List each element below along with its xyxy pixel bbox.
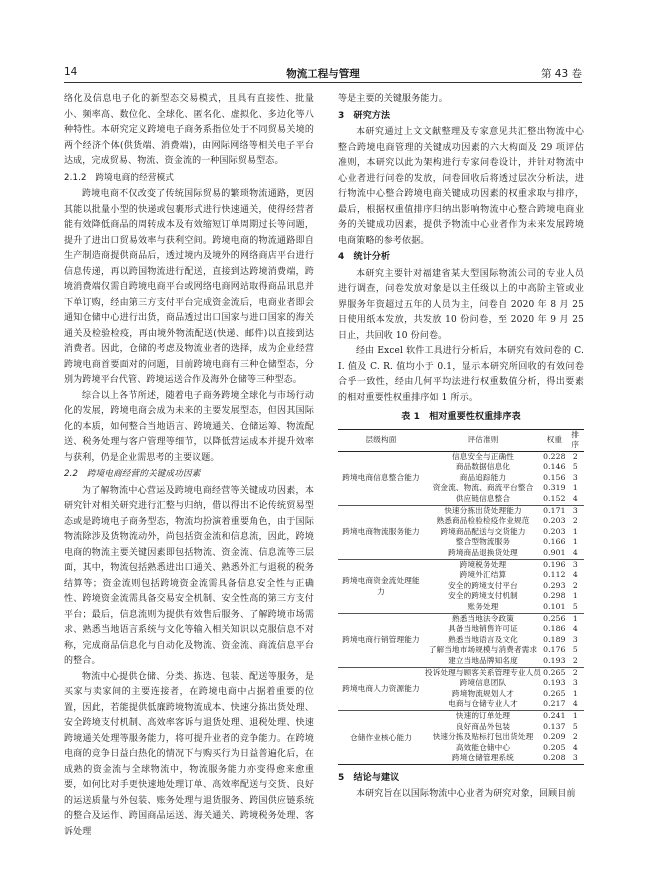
paragraph: 本研究旨在以国际物流中心业者为研究对象，回顾目前 (356, 789, 576, 800)
paragraph: 本研究通过上文文献整理及专家意见共汇整出物流中心整合跨境电商管理的关键成功因素的六大构面及 29 项评估准则，本研究以此为架构进行专家问卷设计，并针对物流中心业者进行问卷的发放，问卷回收后将透过层次分析法，进行物流中心整合跨境电商关键成功因素的权重求取与排序，最后，根据权重值排序归纳出影响物流中心整合跨境电商业务的关键成功因素，提供予物流中心业者作为未来发展跨境电商策略的参考依据。 (338, 127, 584, 246)
left-column (64, 92, 314, 840)
section-heading-5: 5 结论与建议 (338, 772, 400, 783)
weight-cell: 0.193 (542, 656, 567, 667)
column-header: 层级构面 (338, 429, 424, 451)
rank-cell: 4 (567, 494, 584, 505)
weight-cell: 0.209 (543, 732, 566, 742)
rank-cell: 1 (572, 710, 578, 720)
weight-cell: 0.176 (543, 645, 566, 655)
paragraph: 综合以上各节所述，随着电子商务跨境全球化与市场行动化的发展，跨境电商会成为未来的主要发展型态，但因其国际化的本质，如何整合当地语言、跨境通关、仓储运筹、物流配送、税务处理与客户管理等细节，以降低营运成本并提升效率与获利，仍是企业需思考的主要议题。 (64, 390, 314, 463)
rank-cell: 3 (572, 634, 578, 644)
criterion-cell: 商品数据信息化 (455, 462, 511, 472)
rank-cell: 3 (572, 678, 578, 688)
rank-cell: 5 (572, 721, 578, 731)
table-row (338, 505, 584, 516)
rank-cell: 4 (567, 699, 584, 710)
dimension-cell: 跨境电商物流服务能力 (338, 505, 424, 559)
rank-cell: 2 (572, 732, 578, 742)
criterion-cell: 跨境商品退换货处理 (424, 548, 542, 559)
rank-cell: 4 (567, 548, 584, 559)
criterion-cell: 跨境物流规划人才 (452, 688, 514, 698)
rank-cell: 2 (572, 516, 578, 526)
dimension-cell: 跨境电商信息整合能力 (338, 451, 424, 505)
rank-cell: 3 (572, 505, 578, 515)
weight-cell: 0.156 (543, 472, 566, 482)
paragraph: 物流中心提供仓储、分类、拣选、包装、配送等服务，是买家与卖家间的主要连接者，在跨境电商中占据着重要的位置，因此，若能提供低廉跨境物流成本、快速分拣出货处理、安全跨境支付机制、高效率客诉与退货处理、退税处理、快速跨境通关处理等服务能力，将可提升业者的竞争能力。在跨境电商的竞争日益白热化的情况下与购买行为日益普遍化后，在成熟的资金流与全球物流中，物流服务能力亦变得愈来愈重要，如何比对手更快速地处理订单、高效率配送与交货、良好的运送质量与外包装、账务处理与退货服务、跨国供应链系统的整合及运作、跨国商品运送、海关通关、跨境税务处理、客诉处理 (64, 671, 314, 837)
rank-cell: 4 (572, 624, 578, 634)
section-heading-2-2: 2.2 跨境电商经营的关键成功因素 (64, 469, 201, 479)
criterion-cell: 安全的跨境支付机制 (448, 591, 518, 601)
dimension-cell: 跨境电商人力资源能力 (338, 667, 424, 710)
rank-cell: 1 (572, 591, 578, 601)
section-heading-2-1-2: 2.1.2 跨境电商的经营模式 (64, 172, 175, 183)
weight-cell: 0.189 (543, 634, 566, 644)
rank-cell: 3 (572, 559, 578, 569)
criterion-cell: 高效能仓储中心 (455, 742, 511, 752)
weight-cell: 0.293 (543, 580, 566, 590)
criterion-cell: 快速分拣及贴标打包出货处理 (432, 732, 534, 742)
rank-cell: 5 (572, 645, 578, 655)
rank-cell: 1 (572, 688, 578, 698)
dimension-cell: 跨境电商行销管理能力 (338, 613, 424, 667)
weight-cell: 0.193 (543, 678, 566, 688)
rank-cell: 2 (572, 451, 578, 461)
weight-cell: 0.205 (543, 742, 566, 752)
rank-cell: 2 (572, 667, 578, 677)
criterion-cell: 良好商品外包装 (455, 721, 511, 731)
column-header: 评估准则 (424, 429, 542, 451)
journal-title: 物流工程与管理 (286, 68, 360, 80)
dimension-cell: 跨境电商资金流处理能力 (338, 559, 424, 613)
section-heading-4: 4 统计分析 (338, 252, 391, 262)
weight-cell: 0.196 (543, 559, 566, 569)
weight-cell: 0.265 (543, 667, 566, 677)
rank-cell: 1 (572, 483, 578, 493)
criterion-cell: 安全的跨境支付平台 (448, 580, 518, 590)
criterion-cell: 信息安全与正确性 (452, 451, 514, 461)
weight-cell: 0.146 (543, 462, 566, 472)
paragraph: 本研究主要针对福建省某大型国际物流公司的专业人员进行调查，问卷发放对象是以主任级以上的中高阶主管或业界服务年资超过五年的人员为主，问卷自 2020 年 8 月 25 日使用纸本发放，共发放 10 份问卷，至 2020 年 9 月 25 日止，共回收 10 份问卷。 (338, 268, 584, 341)
table-row (338, 710, 584, 721)
weight-cell: 0.228 (543, 451, 566, 461)
table-row (338, 613, 584, 624)
paragraph: 等是主要的关键服务能力。 (338, 94, 448, 104)
criterion-cell: 熟悉当地法令政策 (452, 613, 514, 623)
criterion-cell: 跨境外汇结算 (459, 570, 507, 580)
criterion-cell: 电商与仓储专业人才 (424, 699, 542, 710)
criterion-cell: 具备当地销售许可证 (448, 624, 518, 634)
rank-cell: 2 (572, 580, 578, 590)
weight-cell: 0.137 (543, 721, 566, 731)
criterion-cell: 跨境信息团队 (459, 678, 507, 688)
criterion-cell: 建立当地品牌知名度 (424, 656, 542, 667)
rank-cell: 4 (572, 570, 578, 580)
criterion-cell: 了解当地市场规模与消费者需求 (428, 645, 538, 655)
weight-cell: 0.217 (542, 699, 567, 710)
dimension-cell: 仓储作业核心能力 (338, 710, 424, 764)
weight-cell: 0.208 (542, 753, 567, 764)
rank-cell: 1 (572, 526, 578, 536)
criterion-cell: 快速分拣出货处理能力 (444, 505, 522, 515)
table-title: 表 1 相对重要性权重排序表 (401, 412, 521, 422)
page-number: 14 (64, 66, 78, 78)
table-header-row (338, 429, 584, 451)
table-row (338, 451, 584, 462)
volume-label: 第 43 卷 (540, 68, 582, 80)
right-column (338, 92, 584, 803)
weight-cell: 0.171 (543, 505, 566, 515)
criterion-cell: 投诉处理与顾客关系管理专业人员 (424, 667, 542, 677)
table-row (338, 667, 584, 678)
rank-cell: 5 (567, 602, 584, 613)
criterion-cell: 熟悉当地语言及文化 (448, 634, 518, 644)
column-header: 权重 (542, 429, 567, 451)
paragraph: 跨境电商不仅改变了传统国际贸易的繁琐物流通路，更因其能以批量小型的快递或包裹形式进行快速通关，使得经营者能有效降低商品的周转成本及有效缩短订单周期过长等问题，提升了进出口贸易效率与获利空间。跨境电商的物流通路即自生产制造商提供商品后，透过境内及境外的网络商店平台进行信息传递，再以跨国物流进行配送，直接到达跨境消费端，跨境消费端仅需自跨境电商平台或网络电商网站取得商品讯息并下单订购，经由第三方支付平台完成资金流后，电商业者即会通知仓储中心进行出货，商品透过出口国家与进口国家的海关通关及检验检疫，再由境外物流配送(快递、邮件)以直接到达消费者。因此，仓储的考虑及物流业者的选择，成为企业经营跨境电商首要面对的问题，目前跨境电商有三种仓储型态，分别为跨境平台代管、跨境运送合作及海外仓储等三种型态。 (64, 189, 314, 385)
weight-cell: 0.265 (543, 688, 566, 698)
paragraph: 为了解物流中心营运及跨境电商经营等关键成功因素，本研究针对相关研究进行汇整与归纳，借以得出不论传统贸易型态或是跨境电子商务型态，物流均扮演着重要角色，由于国际物流除涉及货物流动外，尚包括资金流和信息流，因此，跨境电商的物流主要关键因素即包括物流、资金流、信息流等三层面，其中，物流包括熟悉进出口通关、熟悉外汇与退税的税务结算等；资金流则包括跨境资金流需具备信息安全性与正确性、跨境资金流需具备交易安全机制、安全性高的第三方支付平台；最后，信息流则为提供有效售后服务、了解跨境市场需求、熟悉当地语言系统与文化等输入相关知识以克服信息不对称，完成商品信息化与自动化及物流、资金流、商流信息平台的整合。 (64, 485, 314, 666)
weight-cell: 0.241 (543, 710, 566, 720)
weight-cell: 0.203 (543, 526, 566, 536)
rank-cell: 2 (567, 656, 584, 667)
column-header: 排序 (567, 429, 584, 451)
weight-cell: 0.112 (543, 570, 566, 580)
criterion-cell: 资金流、物流、商流平台整合 (432, 483, 534, 493)
criterion-cell: 供应链信息整合 (424, 494, 542, 505)
criterion-cell: 商品追踪能力 (459, 472, 507, 482)
criterion-cell: 熟悉商品检验检疫作业规范 (436, 516, 530, 526)
rank-cell: 3 (567, 753, 584, 764)
table-body (338, 451, 584, 764)
weight-cell: 0.166 (543, 537, 566, 547)
weight-cell: 0.256 (543, 613, 566, 623)
criterion-cell: 账务处理 (424, 602, 542, 613)
weight-cell: 0.901 (542, 548, 567, 559)
section-heading-3: 3 研究方法 (338, 110, 391, 121)
criterion-cell: 跨境仓储管理系统 (424, 753, 542, 764)
rank-cell: 5 (572, 462, 578, 472)
weight-cell: 0.319 (543, 483, 566, 493)
paragraph: 络化及信息电子化的新型态交易模式，且具有直接性、批量小、频率高、数位化、全球化、匿名化、虚拟化、多边化等八种特性。本研究定义跨境电子商务系指位处于不同贸易关境的两个经济个体(供货端、消费端)，由网际网络等相关电子平台达成，完成贸易、物流、资金流的一种国际贸易型态。 (64, 94, 314, 166)
weight-cell: 0.152 (542, 494, 567, 505)
weight-cell: 0.203 (543, 516, 566, 526)
criterion-cell: 快速的订单处理 (455, 710, 511, 720)
rank-cell: 1 (572, 537, 578, 547)
table-row (338, 559, 584, 570)
rank-cell: 3 (572, 472, 578, 482)
rank-cell: 1 (572, 613, 578, 623)
weight-ranking-table (338, 429, 584, 765)
criterion-cell: 跨境税务处理 (459, 559, 507, 569)
weight-cell: 0.101 (542, 602, 567, 613)
weight-cell: 0.298 (543, 591, 566, 601)
paragraph: 经由 Excel 软件工具进行分析后，本研究有效问卷的 C. I. 值及 C. R. 值均小于 0.1，显示本研究所回收的有效问卷合乎一致性，经由几何平均法进行权重数值分析，得出要素的相对重要性权重排序如 1 所示。 (338, 346, 584, 403)
criterion-cell: 跨境商品配送与交货能力 (440, 526, 526, 536)
weight-cell: 0.186 (543, 624, 566, 634)
rank-cell: 4 (572, 742, 578, 752)
running-header (64, 66, 582, 83)
criterion-cell: 整合型物流服务 (455, 537, 511, 547)
